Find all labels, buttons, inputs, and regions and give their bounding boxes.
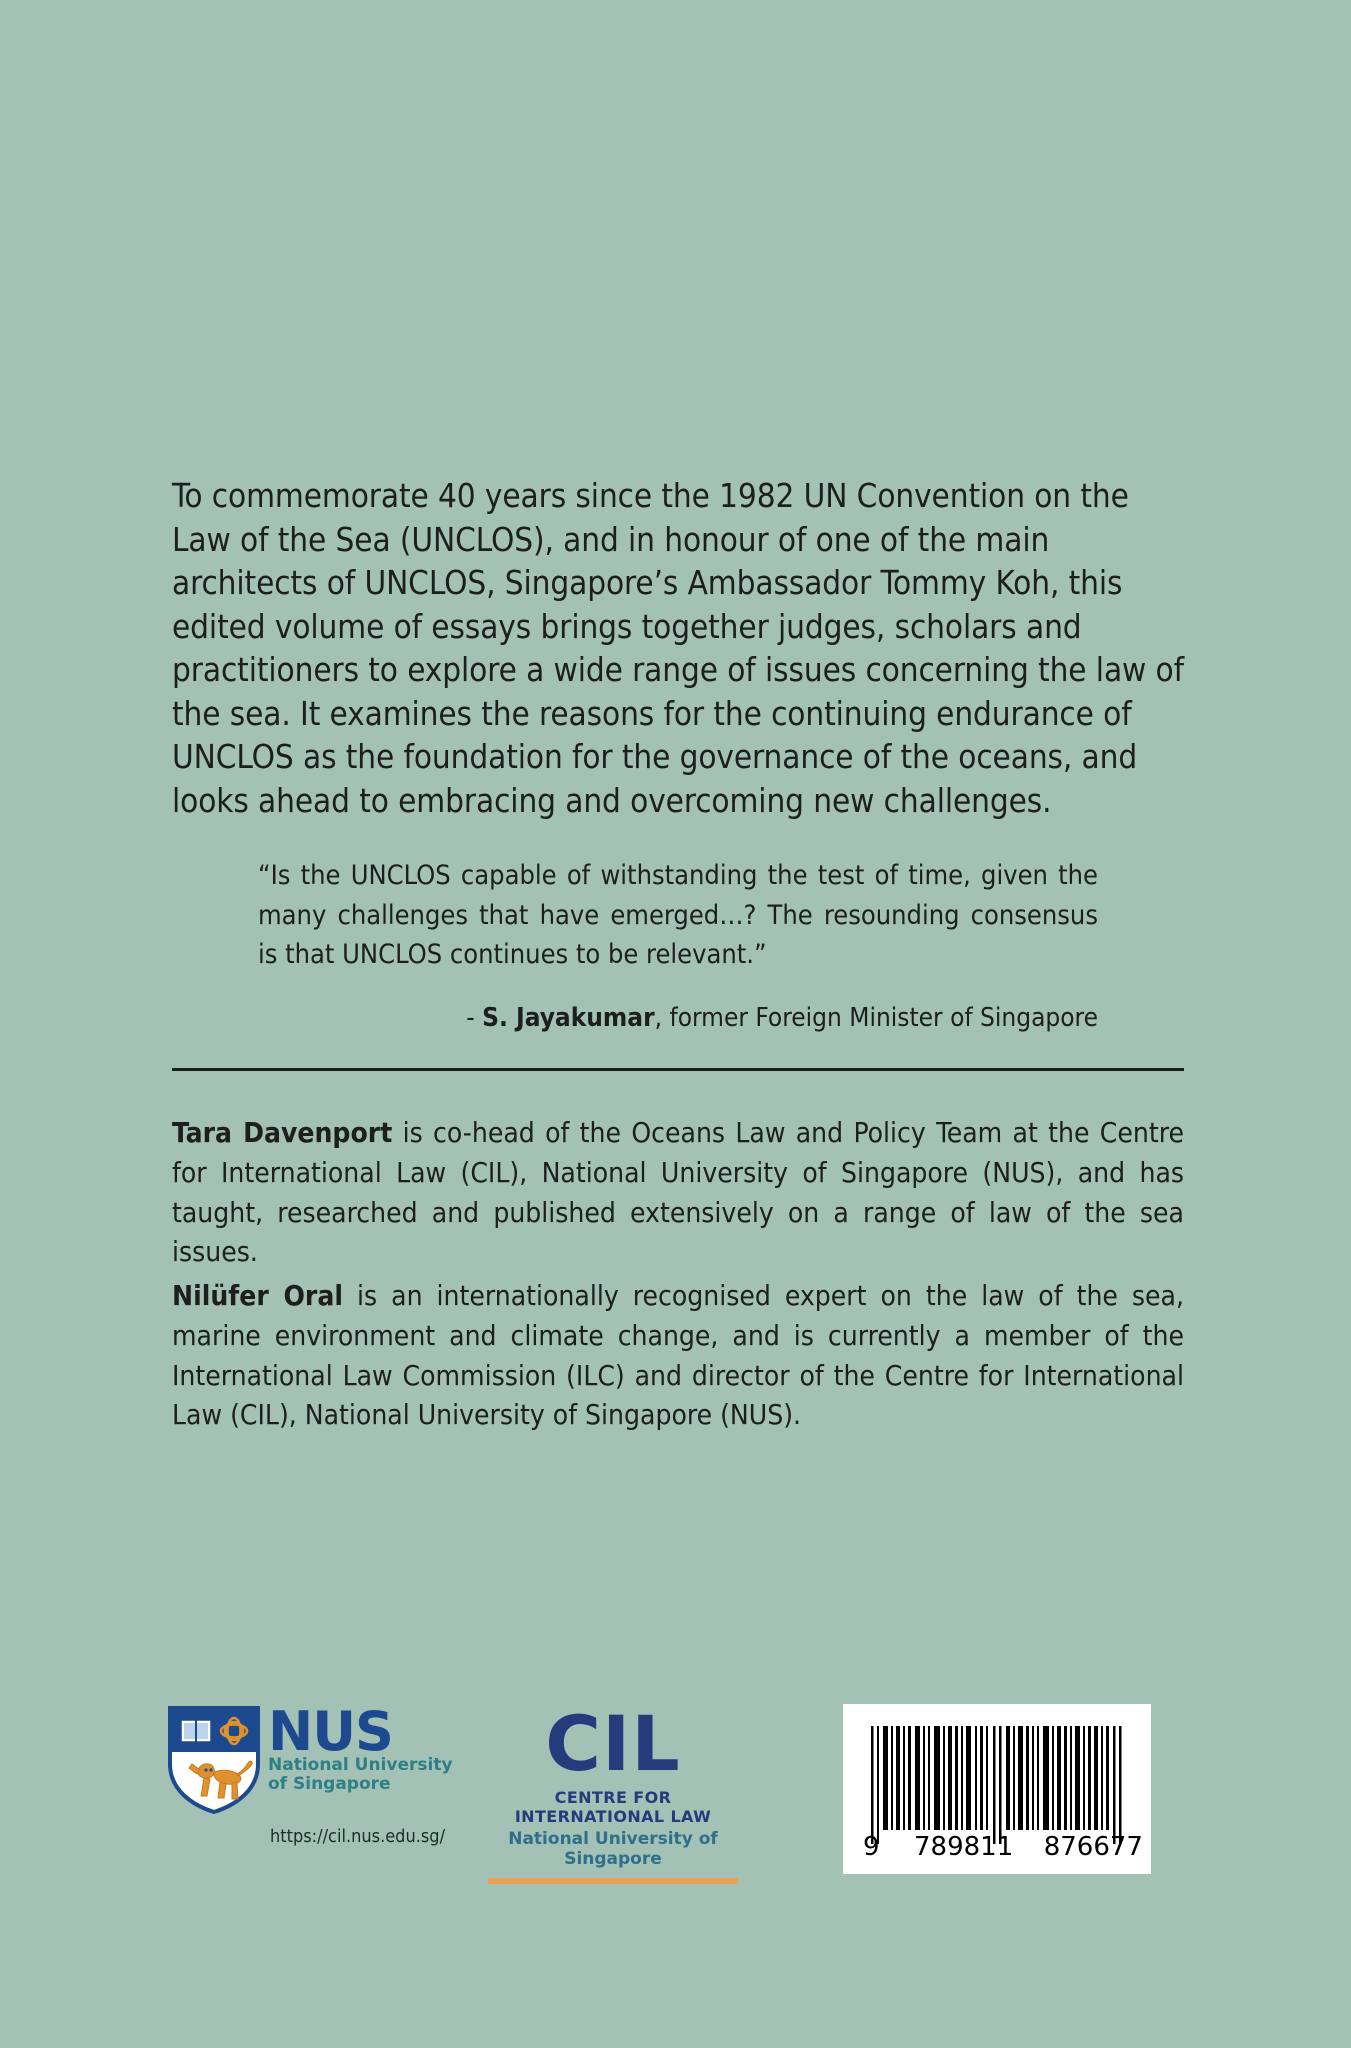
blurb-paragraph: To commemorate 40 years since the 1982 UN Convention on the Law of the Sea (UNCLOS), and in honour of one of the main architects of UNCLOS, Singapore’s Ambassador Tommy Koh, this edited volume of essays brings together judges, scholars and practitioners to explore a wide range of issues concerning the law of the sea. It examines the reasons for the continuing endurance of UNCLOS as the foundation for the governance of the oceans, and looks ahead to embracing and overcoming new challenges. xyxy=(172,476,1184,820)
cil-orange-bar xyxy=(488,1878,738,1884)
bio-text-tara-davenport: is co-head of the Oceans Law and Policy Team at the Centre for International Law (CIL), National University of Singapore (NUS), and has taught, researched and published extensively on a range of law of the sea issues. xyxy=(172,1116,1184,1269)
quote-attribution-name: S. Jayakumar xyxy=(482,1003,655,1033)
horizontal-divider xyxy=(172,1068,1184,1071)
quote-attribution xyxy=(258,1000,1098,1036)
nus-logo xyxy=(168,1700,468,1886)
bio-nilufer-oral xyxy=(172,1276,1184,1435)
cover-footer xyxy=(0,1700,1351,1930)
barcode-bars xyxy=(865,1726,1133,1836)
nus-subtitle xyxy=(268,1756,453,1794)
nus-wordmark: NUS xyxy=(268,1700,393,1763)
quote-attribution-dash: - xyxy=(466,1003,483,1033)
cil-website-url[interactable]: https://cil.nus.edu.sg/ xyxy=(270,1826,446,1847)
nus-wordmark-group xyxy=(268,1700,453,1794)
cil-subtitle-line1: CENTRE FOR INTERNATIONAL LAW xyxy=(514,1788,712,1827)
bio-tara-davenport xyxy=(172,1113,1184,1272)
nus-subtitle-line2: of Singapore xyxy=(268,1773,391,1794)
nus-subtitle-line1: National University xyxy=(268,1754,453,1775)
bio-name-nilufer-oral: Nilüfer Oral xyxy=(172,1279,343,1312)
nus-shield-icon xyxy=(168,1706,260,1814)
bio-text-nilufer-oral: is an internationally recognised expert on the law of the sea, marine environment and climate change, and is currently a member of the International Law Commission (ILC) and director of the Centre for International Law (CIL), National University of Singapore (NUS). xyxy=(172,1279,1184,1432)
barcode-lead-digit: 9 xyxy=(863,1832,880,1862)
cil-subtitle-line2: National University of Singapore xyxy=(508,1829,718,1870)
pull-quote: “Is the UNCLOS capable of withstanding the test of time, given the many challenges that have emerged…? The resounding consensus is that UNCLOS continues to be relevant.” xyxy=(258,860,1098,971)
nus-logo-row xyxy=(168,1700,468,1814)
bio-name-tara-davenport: Tara Davenport xyxy=(172,1116,393,1149)
barcode-digits xyxy=(857,1832,1149,1862)
cil-logo xyxy=(488,1699,738,1884)
barcode-group-1: 789811 xyxy=(914,1832,1014,1862)
barcode-svg xyxy=(865,1726,1133,1844)
isbn-barcode xyxy=(843,1704,1151,1874)
cil-wordmark: CIL xyxy=(545,1699,681,1788)
editor-bios xyxy=(172,1113,1184,1439)
quote-attribution-role: , former Foreign Minister of Singapore xyxy=(654,1003,1098,1033)
barcode-group-2: 876677 xyxy=(1043,1832,1143,1862)
